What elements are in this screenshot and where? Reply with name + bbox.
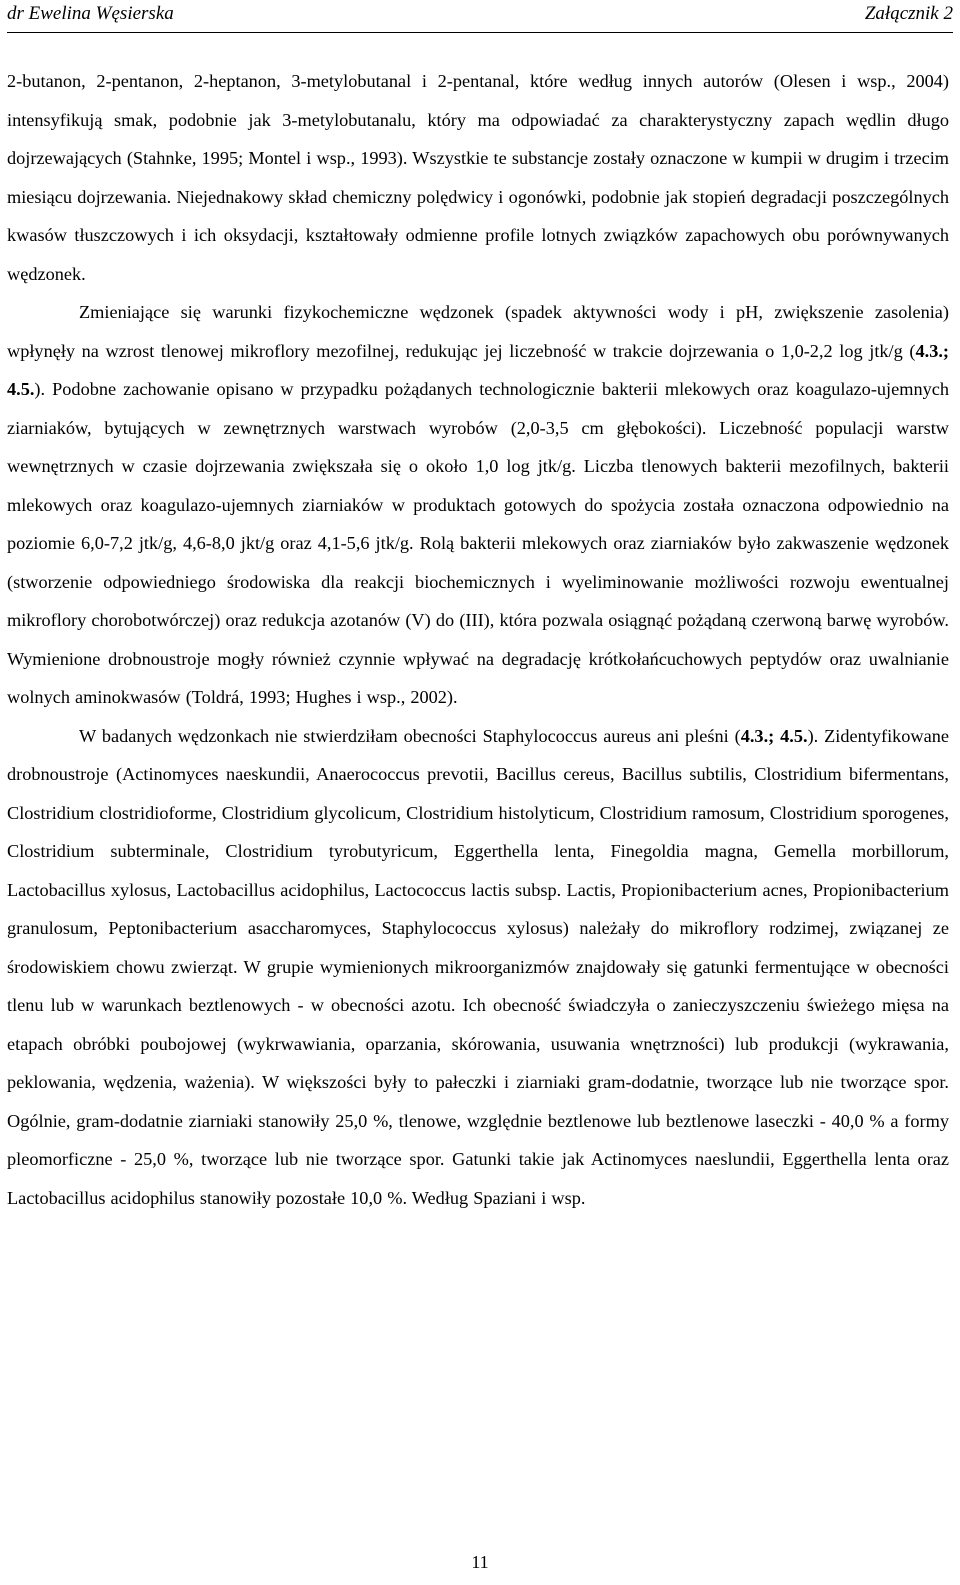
- document-body: [7, 62, 949, 1217]
- header-author: dr Ewelina Węsierska: [7, 3, 174, 24]
- paragraph-1: [7, 62, 949, 293]
- paragraph-2-reference: 4.3.; 4.5.: [7, 340, 949, 399]
- paragraph-3-reference: 4.3.; 4.5.: [740, 725, 808, 746]
- paragraph-3: [7, 717, 949, 1218]
- paragraph-3-part-1: W badanych wędzonkach nie stwierdziłam obecności Staphylococcus aureus ani pleśni (: [79, 725, 741, 746]
- paragraph-2: [7, 293, 949, 717]
- page-header: [7, 0, 953, 33]
- paragraph-1-text: 2-butanon, 2-pentanon, 2-heptanon, 3-metylobutanal i 2-pentanal, które według innych autorów (Olesen i wsp., 2004) intensyfikują smak, podobnie jak 3-metylobutanalu, który ma odpowiadać za charakterystyczny zapach wędlin długo dojrzewających (Stahnke, 1995; Montel i wsp., 1993). Wszystkie te substancje zostały oznaczone w kumpii w drugim i trzecim miesiącu dojrzewania. Niejednakowy skład chemiczny polędwicy i ogonówki, podobnie jak stopień degradacji poszczególnych kwasów tłuszczowych i ich oksydacji, kształtowały odmienne profile lotnych związków zapachowych obu porównywanych wędzonek.: [7, 71, 949, 284]
- paragraph-3-part-2: ). Zidentyfikowane drobnoustroje (Actinomyces naeskundii, Anaerococcus prevotii, Bacillus cereus, Bacillus subtilis, Clostridium bifermentans, Clostridium clostridioforme, Clostridium glycolicum, Clostridium histolyticum, Clostridium ramosum, Clostridium sporogenes, Clostridium subterminale, Clostridium tyrobutyricum, Eggerthella lenta, Finegoldia magna, Gemella morbillorum, Lactobacillus xylosus, Lactobacillus acidophilus, Lactococcus lactis subsp. Lactis, Propionibacterium acnes, Propionibacterium granulosum, Peptonibacterium asaccharomyces, Staphylococcus xylosus) należały do mikroflory rodzimej, związanej ze środowiskiem chowu zwierząt. W grupie wymienionych mikroorganizmów znajdowały się gatunki fermentujące w obecności tlenu lub w warunkach beztlenowych - w obecności azotu. Ich obecność świadczyła o zanieczyszczeniu świeżego mięsa na etapach obróbki poubojowej (wykrwawiania, oparzania, skórowania, usuwania wnętrzności) lub produkcji (wykrawania, peklowania, wędzenia, ważenia). W większości były to pałeczki i ziarniaki gram-dodatnie, tworzące lub nie tworzące spor. Ogólnie, gram-dodatnie ziarniaki stanowiły 25,0 %, tlenowe, względnie beztlenowe lub beztlenowe laseczki - 40,0 % a formy pleomorficzne - 25,0 %, tworzące lub nie tworzące spor. Gatunki takie jak Actinomyces naeslundii, Eggerthella lenta oraz Lactobacillus acidophilus stanowiły pozostałe 10,0 %. Według Spaziani i wsp.: [7, 725, 949, 1208]
- header-attachment: Załącznik 2: [864, 3, 953, 24]
- paragraph-2-part-2: ). Podobne zachowanie opisano w przypadku pożądanych technologicznie bakterii mlekowych oraz koagulazo-ujemnych ziarniaków, bytujących w zewnętrznych warstwach wyrobów (2,0-3,5 cm głębokości). Liczebność populacji warstw wewnętrznych w czasie dojrzewania zwiększała się o około 1,0 log jtk/g. Liczba tlenowych bakterii mezofilnych, bakterii mlekowych oraz koagulazo-ujemnych ziarniaków w produktach gotowych do spożycia została oznaczona odpowiednio na poziomie 6,0-7,2 jtk/g, 4,6-8,0 jkt/g oraz 4,1-5,6 jtk/g. Rolą bakterii mlekowych oraz ziarniaków było zakwaszenie wędzonek (stworzenie odpowiedniego środowiska dla reakcji biochemicznych i wyeliminowanie możliwości rozwoju ewentualnej mikroflory chorobotwórczej) oraz redukcja azotanów (V) do (III), która pozwala osiągnąć pożądaną czerwoną barwę wyrobów. Wymienione drobnoustroje mogły również czynnie wpływać na degradację krótkołańcuchowych peptydów oraz uwalnianie wolnych aminokwasów (Toldrá, 1993; Hughes i wsp., 2002).: [7, 379, 949, 707]
- page-number: 11: [471, 1552, 489, 1572]
- page-footer: [0, 1552, 960, 1573]
- paragraph-2-part-1: Zmieniające się warunki fizykochemiczne wędzonek (spadek aktywności wody i pH, zwiększenie zasolenia) wpłynęły na wzrost tlenowej mikroflory mezofilnej, redukując jej liczebność w trakcie dojrzewania o 1,0-2,2 log jtk/g (: [7, 302, 949, 361]
